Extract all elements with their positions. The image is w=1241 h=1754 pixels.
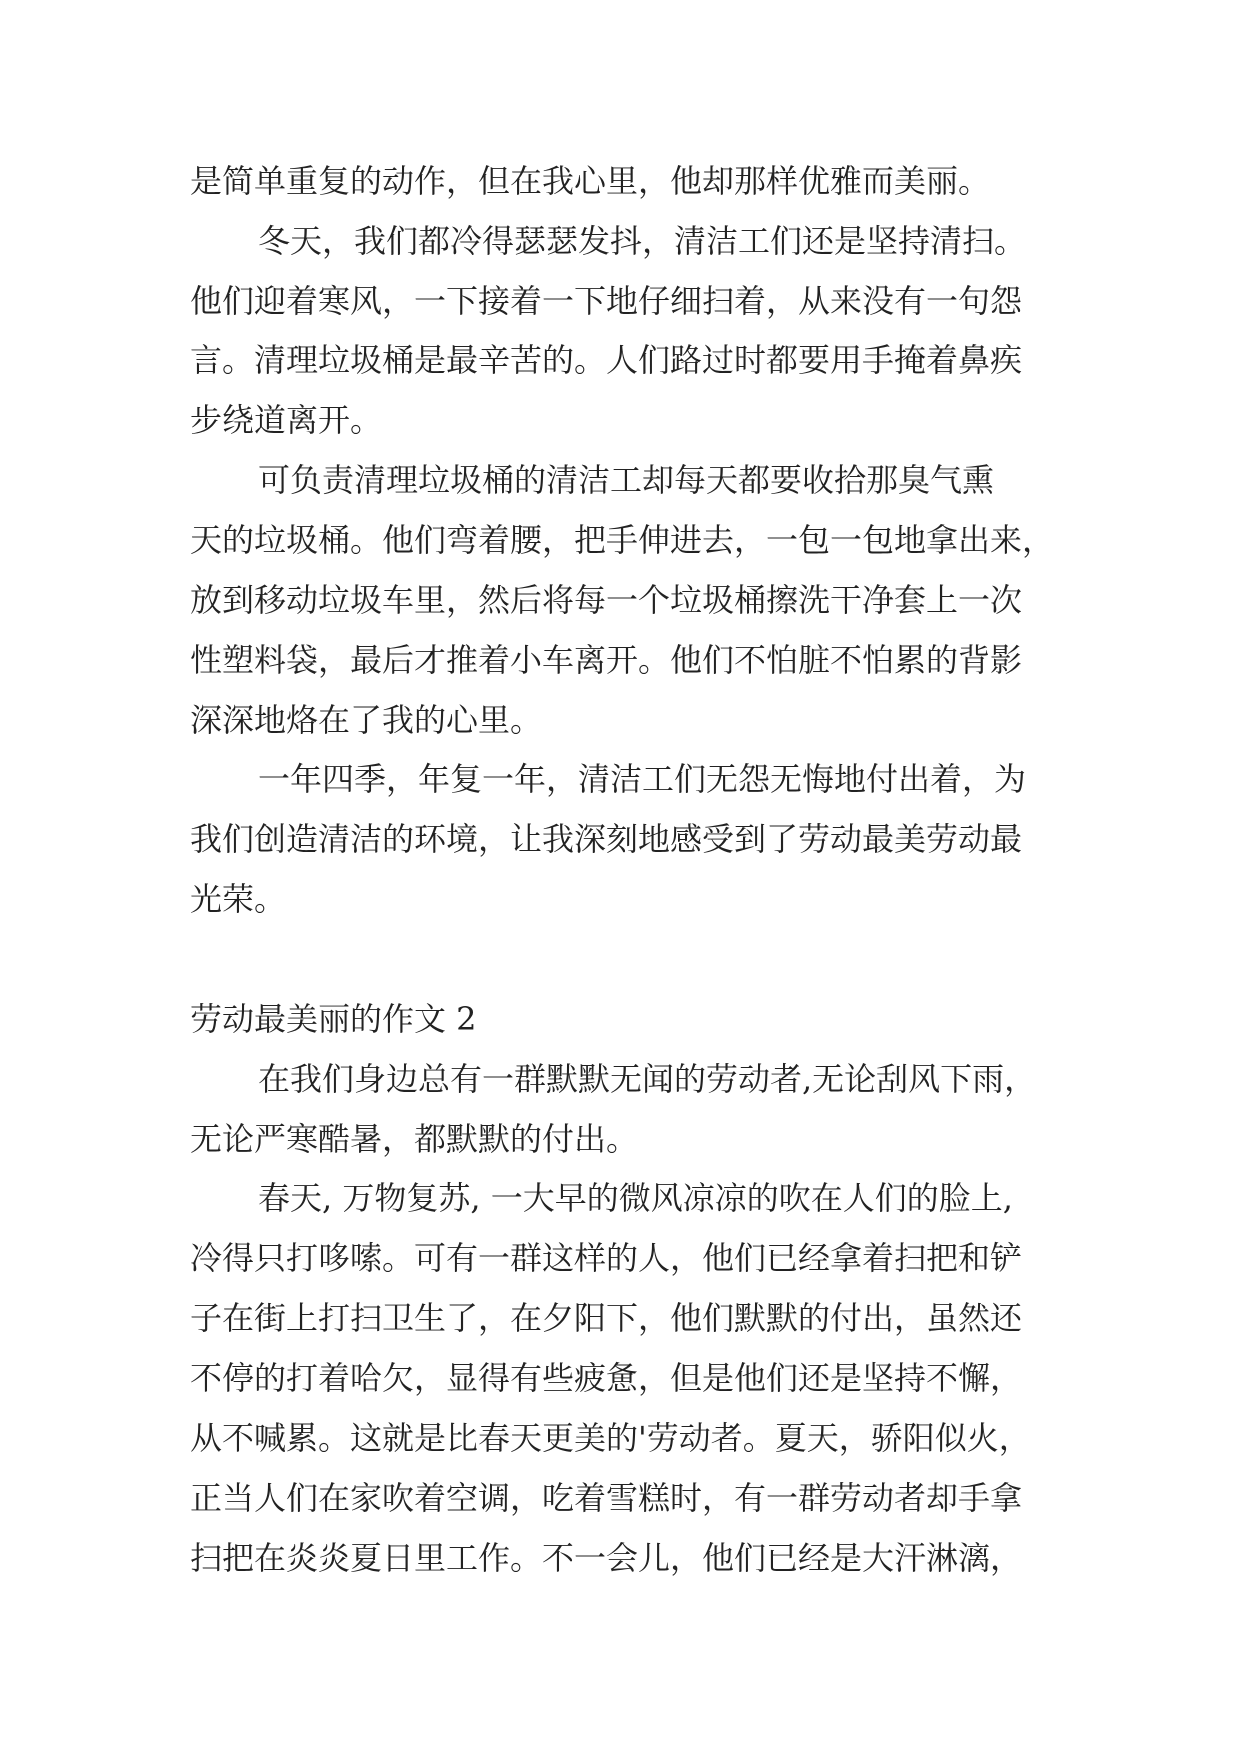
paragraph-first-line: 可负责清理垃圾桶的清洁工却每天都要收拾那臭气熏 <box>258 461 995 499</box>
text-line: 深深地烙在了我的心里。 <box>190 701 543 739</box>
text-line: 无论严寒酷暑，都默默的付出。 <box>190 1120 639 1158</box>
text-line: 光荣。 <box>190 880 287 918</box>
text-line: 冷得只打哆嗦。可有一群这样的人，他们已经拿着扫把和铲 <box>190 1239 1023 1277</box>
section-heading: 劳动最美丽的作文 2 <box>190 1000 477 1038</box>
paragraph-first-line: 一年四季，年复一年，清洁工们无怨无悔地付出着，为 <box>258 760 1027 798</box>
text-line: 子在街上打扫卫生了，在夕阳下，他们默默的付出，虽然还 <box>190 1299 1023 1337</box>
text-line: 步绕道离开。 <box>190 401 383 439</box>
text-line: 是简单重复的动作，但在我心里，他却那样优雅而美丽。 <box>190 162 991 200</box>
text-line: 正当人们在家吹着空调，吃着雪糕时，有一群劳动者却手拿 <box>190 1479 1023 1517</box>
paragraph-first-line: 春天, 万物复苏, 一大早的微风凉凉的吹在人们的脸上, <box>258 1179 1013 1217</box>
text-line: 我们创造清洁的环境，让我深刻地感受到了劳动最美劳动最 <box>190 820 1023 858</box>
text-line: 天的垃圾桶。他们弯着腰，把手伸进去，一包一包地拿出来， <box>190 521 1055 559</box>
text-line: 言。清理垃圾桶是最辛苦的。人们路过时都要用手掩着鼻疾 <box>190 341 1023 379</box>
paragraph-first-line: 在我们身边总有一群默默无闻的劳动者,无论刮风下雨， <box>258 1060 1037 1098</box>
text-line: 扫把在炎炎夏日里工作。不一会儿，他们已经是大汗淋漓， <box>190 1539 1023 1577</box>
text-line: 放到移动垃圾车里，然后将每一个垃圾桶擦洗干净套上一次 <box>190 581 1023 619</box>
text-line: 他们迎着寒风，一下接着一下地仔细扫着，从来没有一句怨 <box>190 282 1023 320</box>
text-line: 从不喊累。这就是比春天更美的'劳动者。夏天，骄阳似火， <box>190 1419 1031 1457</box>
text-line: 性塑料袋，最后才推着小车离开。他们不怕脏不怕累的背影 <box>190 641 1023 679</box>
text-line: 不停的打着哈欠，显得有些疲惫，但是他们还是坚持不懈， <box>190 1359 1023 1397</box>
paragraph-first-line: 冬天，我们都冷得瑟瑟发抖，清洁工们还是坚持清扫。 <box>258 222 1027 260</box>
